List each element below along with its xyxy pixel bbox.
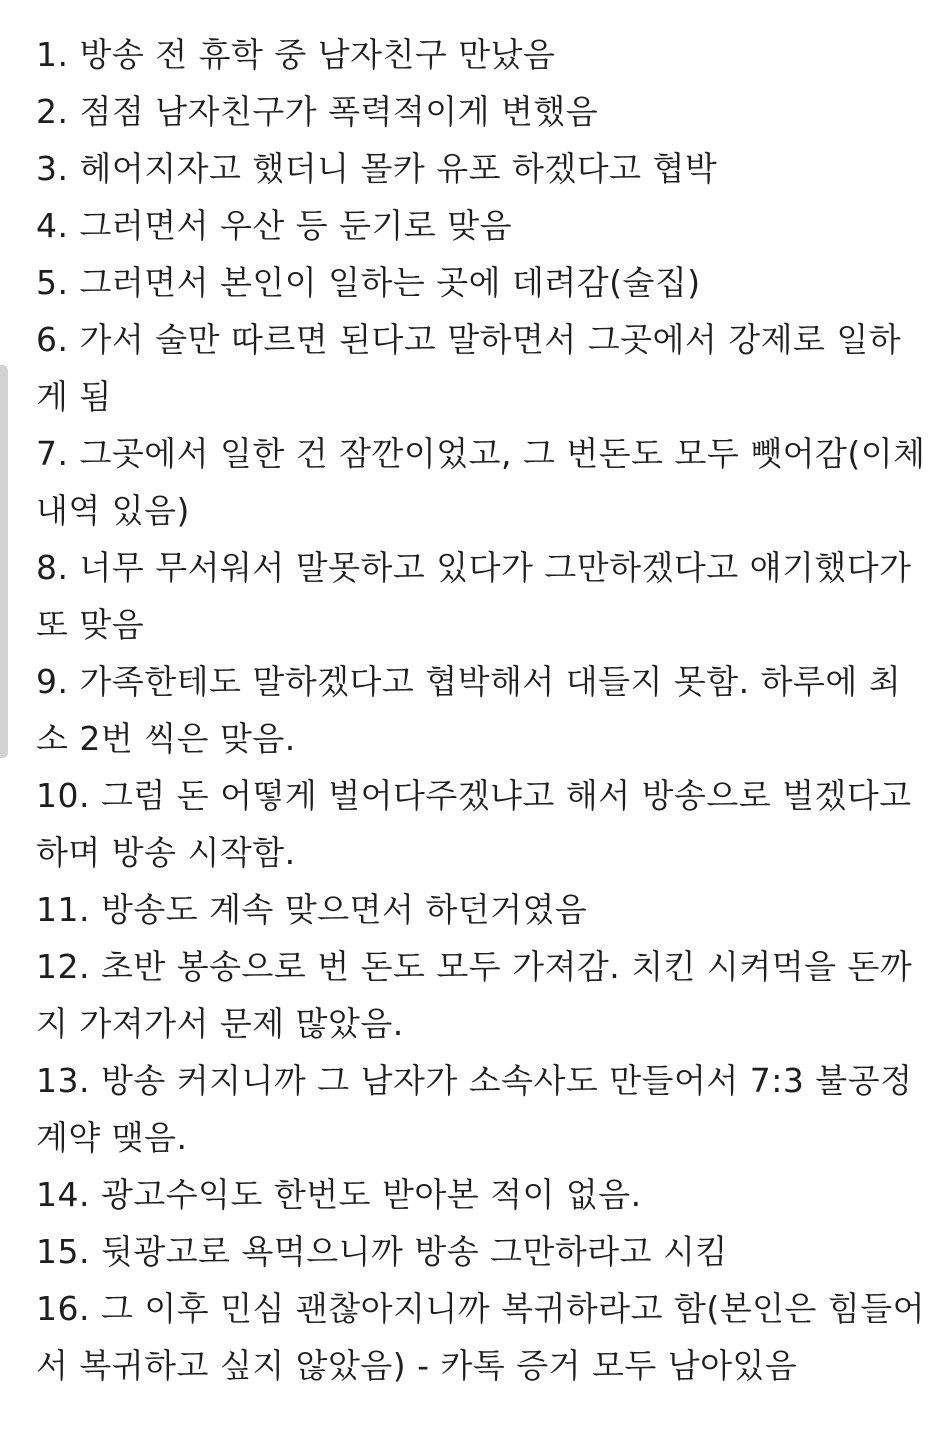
text-line: 15. 뒷광고로 욕먹으니까 방송 그만하라고 시킴	[36, 1232, 728, 1271]
text-line: 8. 너무 무서워서 말못하고 있다가 그만하겠다고 얘기했다가	[36, 548, 912, 587]
text-line: 9. 가족한테도 말하겠다고 협박해서 대들지 못함. 하루에 최	[36, 662, 902, 701]
scroll-indicator[interactable]	[0, 365, 8, 758]
text-line: 16. 그 이후 민심 괜찮아지니까 복귀하라고 함(본인은 힘들어	[36, 1289, 925, 1328]
text-content	[36, 26, 936, 1394]
text-line: 2. 점점 남자친구가 폭력적이게 변했음	[36, 92, 599, 131]
text-line: 또 맞음	[36, 605, 145, 644]
text-line: 13. 방송 커지니까 그 남자가 소속사도 만들어서 7:3 불공정	[36, 1061, 913, 1100]
text-line: 서 복귀하고 싶지 않았음) - 카톡 증거 모두 남아있음	[36, 1346, 798, 1385]
text-line: 5. 그러면서 본인이 일하는 곳에 데려감(술집)	[36, 263, 701, 302]
text-line: 게 됨	[36, 377, 112, 416]
text-line: 4. 그러면서 우산 등 둔기로 맞음	[36, 206, 512, 245]
text-line: 10. 그럼 돈 어떻게 벌어다주겠냐고 해서 방송으로 벌겠다고	[36, 776, 912, 815]
text-line: 계약 맺음.	[36, 1118, 188, 1157]
text-line: 11. 방송도 계속 맞으면서 하던거였음	[36, 890, 588, 929]
text-line: 6. 가서 술만 따르면 된다고 말하면서 그곳에서 강제로 일하	[36, 320, 902, 359]
text-line: 내역 있음)	[36, 491, 190, 530]
text-line: 12. 초반 봉송으로 번 돈도 모두 가져감. 치킨 시켜먹을 돈까	[36, 947, 913, 986]
text-line: 14. 광고수익도 한번도 받아본 적이 없음.	[36, 1175, 642, 1214]
text-line: 7. 그곳에서 일한 건 잠깐이었고, 그 번돈도 모두 뺏어감(이체	[36, 434, 926, 473]
text-line: 1. 방송 전 휴학 중 남자친구 만났음	[36, 35, 556, 74]
text-line: 소 2번 씩은 맞음.	[36, 719, 296, 758]
text-line: 하며 방송 시작함.	[36, 833, 296, 872]
text-line: 지 가져가서 문제 많았음.	[36, 1004, 404, 1043]
text-line: 3. 헤어지자고 했더니 몰카 유포 하겠다고 협박	[36, 149, 718, 188]
